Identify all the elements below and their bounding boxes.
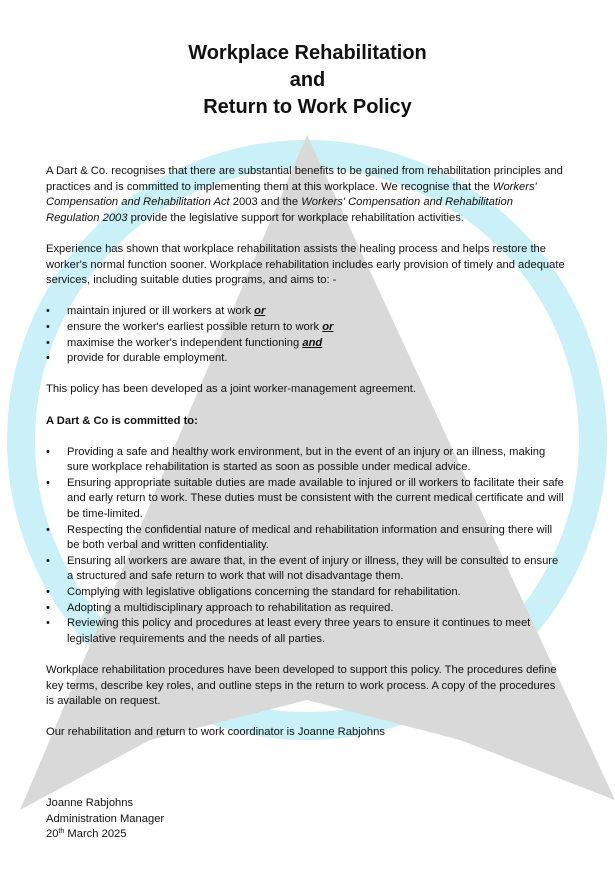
list-item: • Complying with legislative obligations concerning the standard for rehabilitation. bbox=[46, 585, 566, 601]
bullet-icon: • bbox=[46, 336, 50, 349]
intro-text-1: A Dart & Co. recognises that there are substantial benefits to be gained from rehabilitation principles and practices and is committed to implementing them at this workplace. We recognise that the bbox=[46, 165, 563, 193]
signature-date: 20th March 2025 bbox=[46, 828, 127, 841]
title-line-2: and bbox=[289, 69, 326, 91]
act-title: Workers' Compensation and Rehabilitation Act bbox=[46, 180, 537, 209]
procedures-paragraph: Workplace rehabilitation procedures have been developed to support this policy. The procedures define key terms, describe key roles, and outline steps in the return to work process. A copy of the procedures is available on request. bbox=[46, 664, 557, 708]
bullet-icon: • bbox=[46, 617, 50, 630]
bullet-icon: • bbox=[46, 352, 50, 365]
list-item: • Reviewing this policy and procedures at least every three years to ensure it continues to meet legislative requirements and the needs of all parties. bbox=[46, 617, 531, 645]
title-line-3: Return to Work Policy bbox=[203, 96, 412, 118]
list-item: • Ensuring all workers are aware that, in the event of injury or illness, they will be consulted to ensure a structured and safe return to work that will not disadvantage them. bbox=[46, 554, 559, 583]
signature-block bbox=[46, 796, 164, 843]
list-item: • ensure the worker's earliest possible return to work or bbox=[46, 320, 566, 336]
aims-list bbox=[46, 304, 566, 366]
bullet-icon: • bbox=[46, 305, 50, 318]
bullet-icon: • bbox=[46, 445, 50, 458]
intro-paragraph bbox=[46, 164, 566, 226]
commitments-list bbox=[46, 445, 566, 648]
emphasis-word: and bbox=[302, 336, 323, 349]
list-item: • maintain injured or ill workers at work or bbox=[46, 304, 566, 320]
bullet-icon: • bbox=[46, 523, 50, 536]
bullet-icon: • bbox=[46, 476, 50, 489]
intro-text-3: provide the legislative support for workplace rehabilitation activities. bbox=[127, 211, 464, 224]
list-item: • Ensuring appropriate suitable duties are made available to injured or ill workers to facilitate their safe and early return to work. These duties must be consistent with the current medical certificate and will be time-limited. bbox=[46, 476, 564, 521]
committed-heading: A Dart & Co is committed to: bbox=[46, 414, 198, 427]
list-item: • provide for durable employment. bbox=[46, 351, 566, 367]
joint-agreement-paragraph: This policy has been developed as a joint worker-management agreement. bbox=[46, 383, 417, 396]
signatory-name: Joanne Rabjohns bbox=[46, 797, 134, 809]
list-item: • Respecting the confidential nature of medical and rehabilitation information and ensuring there will be both verbal and written confidentiality. bbox=[46, 523, 553, 552]
document-body bbox=[46, 164, 566, 741]
bullet-icon: • bbox=[46, 554, 50, 567]
bullet-icon: • bbox=[46, 320, 50, 333]
regulation-title: Workers' Compensation and Rehabilitation Regulation 2003 bbox=[46, 196, 513, 224]
signatory-position: Administration Manager bbox=[46, 812, 165, 825]
list-item: • Providing a safe and healthy work environment, but in the event of an injury or an illness, making sure workplace rehabilitation is started as soon as possible under medical advice. bbox=[46, 445, 546, 474]
list-item: • Adopting a multidisciplinary approach to rehabilitation as required. bbox=[46, 601, 566, 617]
title-line-1: Workplace Rehabilitation bbox=[188, 42, 427, 64]
list-item: • maximise the worker's independent functioning and bbox=[46, 336, 566, 352]
intro-text-2: 2003 and the bbox=[229, 196, 302, 209]
emphasis-word: or bbox=[254, 305, 266, 318]
experience-paragraph: Experience has shown that workplace rehabilitation assists the healing process and helps restore the worker's normal function sooner. Workplace rehabilitation includes early provision of timely and adequate services, including suitable duties programs, and aims to: - bbox=[46, 242, 565, 287]
bullet-icon: • bbox=[46, 586, 50, 599]
coordinator-paragraph: Our rehabilitation and return to work coordinator is Joanne Rabjohns bbox=[46, 726, 385, 739]
bullet-icon: • bbox=[46, 601, 50, 614]
emphasis-word: or bbox=[322, 320, 334, 333]
document-title bbox=[0, 40, 615, 121]
